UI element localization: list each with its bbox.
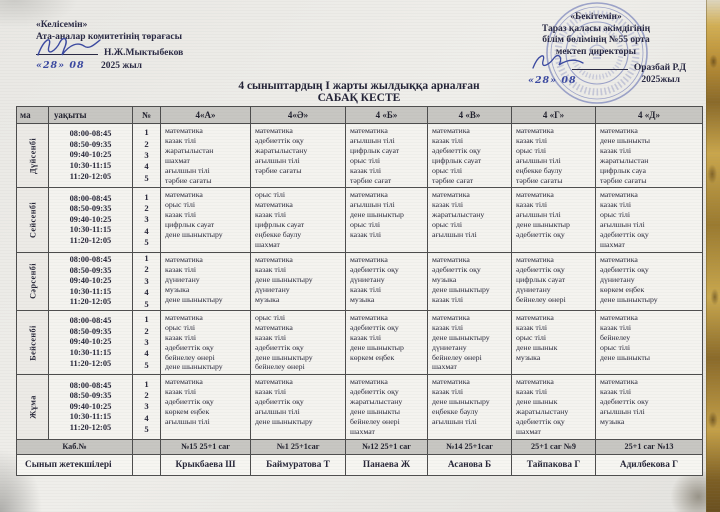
approval-left-year: 2025 жыл — [101, 61, 143, 71]
teacher-name: Тайпакова Г — [512, 454, 596, 475]
header-class: 4«А» — [161, 107, 251, 124]
subjects-cell: математика әдебиеттік оқу дүниетану казак тілі музыка — [346, 252, 428, 310]
time-slots-cell: 08:00-08:45 08:50-09:35 09:40-10:25 10:30-11:15 11:20-12:05 — [49, 188, 133, 252]
day-name-cell: Бейсенбі — [17, 310, 49, 374]
scan-torn-edge — [706, 0, 720, 512]
approval-left-role: Ата-аналар комитетінің төрағасы — [36, 31, 183, 42]
subjects-cell: математика казак тілі дене шыныктыру дүниетану бейнелеу өнері шахмат — [428, 310, 512, 374]
subjects-cell: математика казак тілі орыс тілі ағылшын тілі еңбекке баулу тәрбие сағаты — [512, 124, 596, 188]
cabinet-value: №12 25+1 саг — [346, 439, 428, 454]
day-name-cell: Жұма — [17, 375, 49, 439]
subjects-cell: математика казак тілі дене шынык жаратылыстану әдебиеттік оқу шахмат — [512, 375, 596, 439]
subjects-cell: математика казак тілі ағылшын тілі дене шыныктыр әдебиеттік оқу — [512, 188, 596, 252]
approval-right-name: Оразбай Р.Д — [633, 63, 686, 73]
header-class: 4 «Г» — [512, 107, 596, 124]
day-name-cell: Сейсенбі — [17, 188, 49, 252]
subjects-cell: математика казак тілі орыс тілі дене шынык музыка — [512, 310, 596, 374]
teachers-row — [17, 454, 703, 475]
lesson-number-cell: 1 2 3 4 5 — [133, 188, 161, 252]
approval-right-block — [498, 12, 694, 87]
teacher-name: Асанова Б — [428, 454, 512, 475]
subjects-cell: математика орыс тілі казак тілі цифрлык сауат дене шыныктыру — [161, 188, 251, 252]
handwritten-date: «28» 08 — [528, 75, 577, 86]
subjects-cell: математика казак тілі әдебиеттік оқу көркем еңбек ағылшын тілі — [161, 375, 251, 439]
approval-left-block — [36, 20, 183, 73]
subjects-cell: математика казак тілі бейнелеу орыс тілі дене шыныкты — [596, 310, 703, 374]
cabinet-value: №1 25+1саг — [251, 439, 346, 454]
subjects-cell: математика казак тілі әдебиеттік оқу ағылшын тілі дене шыныктыру — [251, 375, 346, 439]
subjects-cell: математика казак тілі жаратылыстану орыс тілі ағылшын тілі — [428, 188, 512, 252]
time-slots-cell: 08:00-08:45 08:50-09:35 09:40-10:25 10:30-11:15 11:20-12:05 — [49, 310, 133, 374]
teachers-spacer — [133, 454, 161, 475]
teacher-name: Крыкбаева Ш — [161, 454, 251, 475]
cabinet-number-spacer — [133, 439, 161, 454]
subjects-cell: математика ағылшын тілі дене шыныктыр орыс тілі казак тілі — [346, 188, 428, 252]
day-row — [17, 310, 703, 374]
title-line1: 4 сыныптардың I жарты жылдыққа арналған — [238, 80, 480, 92]
approval-right-line3: білім бөлімінің №55 орта — [542, 35, 650, 45]
day-row — [17, 188, 703, 252]
subjects-cell: математика ағылшын тілі цифрлык сауат орыс тілі казак тілі тәрбие сағат — [346, 124, 428, 188]
header-time: уақыты — [49, 107, 133, 124]
approval-left-name: Н.Ж.Мыктыбеков — [104, 48, 184, 58]
time-slots-cell: 08:00-08:45 08:50-09:35 09:40-10:25 10:30-11:15 11:20-12:05 — [49, 375, 133, 439]
subjects-cell: математика казак тілі әдебиеттік оқу цифрлык сауат орыс тілі тәрбие сағат — [428, 124, 512, 188]
subjects-cell: математика әдебиеттік оқу жаратылыстану ағылшын тілі тәрбие сағаты — [251, 124, 346, 188]
approval-right-signature-row — [498, 58, 694, 74]
subjects-cell: математика әдебиеттік оқу дүниетану көркем еңбек дене шыныктыру — [596, 252, 703, 310]
cabinet-label: Каб.№ — [17, 439, 133, 454]
subjects-cell: математика орыс тілі казак тілі әдебиеттік оқу бейнелеу өнері дене шыныктыру — [161, 310, 251, 374]
title-line2: САБАҚ КЕСТЕ — [317, 92, 401, 104]
cabinet-value: 25+1 саг №13 — [596, 439, 703, 454]
approval-left-signature-row — [36, 43, 183, 59]
header-day: ма — [17, 107, 49, 124]
approval-right-year: 2025жыл — [641, 75, 680, 85]
day-name-cell: Сәрсенбі — [17, 252, 49, 310]
cabinet-value: 25+1 саг №9 — [512, 439, 596, 454]
header-class: 4 «В» — [428, 107, 512, 124]
day-row — [17, 124, 703, 188]
subjects-cell: математика казак тілі жаратылыстан шахмат ағылшын тілі тәрбие сағаты — [161, 124, 251, 188]
approval-right-line2: Тараз қаласы әкімдігінің — [541, 23, 651, 34]
subjects-cell: орыс тілі математика казак тілі цифрлык сауат еңбекке баулу шахмат — [251, 188, 346, 252]
handwritten-date: «28» 08 — [36, 60, 85, 71]
day-row — [17, 375, 703, 439]
header-row — [17, 107, 703, 124]
day-name-cell: Дүйсенбі — [17, 124, 49, 188]
header-class: 4 «Д» — [596, 107, 703, 124]
header-class: 4 «Б» — [346, 107, 428, 124]
cabinet-row — [17, 439, 703, 454]
teachers-label: Сынып жетекшілері — [17, 454, 133, 475]
teacher-name: Адилбекова Г — [596, 454, 703, 475]
subjects-cell: математика дене шыныкты казак тілі жаратылыстан цифрлык сауа тәрбие сағаты — [596, 124, 703, 188]
subjects-cell: орыс тілі математика казак тілі әдебиеттік оқу дене шыныктыру бейнелеу өнері — [251, 310, 346, 374]
signature-icon — [32, 33, 104, 61]
subjects-cell: математика әдебиеттік оқу жаратылыстану дене шыныкты бейнелеу өнері шахмат — [346, 375, 428, 439]
time-slots-cell: 08:00-08:45 08:50-09:35 09:40-10:25 10:30-11:15 11:20-12:05 — [49, 252, 133, 310]
cabinet-value: №14 25+1саг — [428, 439, 512, 454]
signature-icon — [528, 50, 588, 74]
lesson-number-cell: 1 2 3 4 5 — [133, 124, 161, 188]
subjects-cell: математика казак тілі дүниетану музыка дене шыныктыру — [161, 252, 251, 310]
teacher-name: Баймуратова Т — [251, 454, 346, 475]
subjects-cell: математика казак тілі дене шыныктыру дүниетану музыка — [251, 252, 346, 310]
lesson-number-cell: 1 2 3 4 5 — [133, 310, 161, 374]
subjects-cell: математика казак тілі орыс тілі ағылшын тілі әдебиеттік оқу шахмат — [596, 188, 703, 252]
time-slots-cell: 08:00-08:45 08:50-09:35 09:40-10:25 10:30-11:15 11:20-12:05 — [49, 124, 133, 188]
approval-right-title: «Бекітемін» — [570, 12, 622, 22]
cabinet-value: №15 25+1 саг — [161, 439, 251, 454]
approval-left-date — [36, 60, 183, 73]
approval-left-title: «Келісемін» — [36, 20, 88, 30]
header-number: № — [133, 107, 161, 124]
approval-right-date — [498, 75, 694, 87]
teacher-name: Панаева Ж — [346, 454, 428, 475]
lesson-number-cell: 1 2 3 4 5 — [133, 375, 161, 439]
subjects-cell: математика казак тілі әдебиеттік оку ағылшын тілі музыка — [596, 375, 703, 439]
header-class: 4«Ә» — [251, 107, 346, 124]
day-row — [17, 252, 703, 310]
lesson-number-cell: 1 2 3 4 5 — [133, 252, 161, 310]
subjects-cell: математика әдебиеттік оқу казак тілі дене шыныктыр көркем еңбек — [346, 310, 428, 374]
subjects-cell: математика әдебиеттік оқу цифрлык сауат дүниетану бейнелеу өнері — [512, 252, 596, 310]
timetable — [16, 106, 703, 476]
subjects-cell: математика казак тілі дене шыныктыру еңбекке баулу ағылшын тілі — [428, 375, 512, 439]
subjects-cell: математика әдебиеттік оқу музыка дене шыныктыру казак тілі — [428, 252, 512, 310]
approval-right-line4: мектеп директоры — [555, 46, 637, 57]
